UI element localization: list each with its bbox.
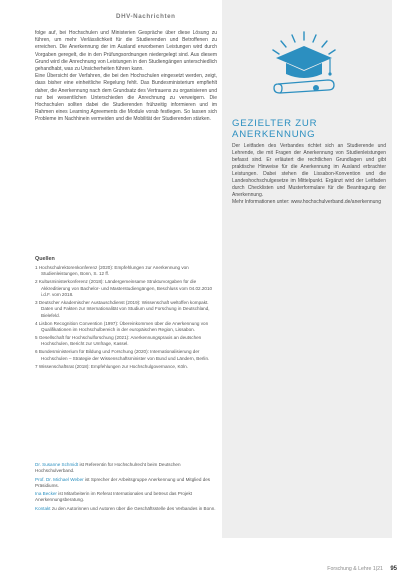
graduation-cap-diploma-icon [262, 28, 346, 100]
source-item: 5 Gesellschaft für Hochschulforschung (2021): Anerkennungspraxis an deutschen Hochschulen, Bericht zur Umfrage, Kassel. [35, 335, 202, 347]
author-note-lead: Dr. Susanne Schmidt [35, 462, 79, 467]
author-note [35, 506, 217, 512]
author-note [35, 477, 217, 490]
author-note-lead: Ina Becker [35, 491, 57, 497]
source-item: 2 Kultusministerkonferenz (2018): Ländergemeinsame Strukturvorgaben für die Akkreditierung von Bachelor- und Masterstudiengängen, Beschluss vom 04.02.2010 i.d.F. vom 2018. [35, 279, 213, 298]
author-note-text: ist Mitarbeiterin im Referat Internationales und betreut das Projekt Anerkennungsberatung. [35, 491, 193, 503]
journal-name: Forschung & Lehre 1|21 [327, 566, 383, 572]
sidebar-paragraph: Der Leitfaden des Verbandes richtet sich an Studierende und Lehrende, die mit Fragen der Anerkennung von Studienleistungen befasst sind. Er erläutert die rechtlichen Grundlagen und gibt praktische Hinweise für die Anerkennung im Ausland erbrachter Leistungen. Dabei stehen die Lissabon-Konvention und die Landeshochschulgesetze im Mittelpunkt. Ergänzt wird der Leitfaden durch Checklisten und Musterformulare für die Beantragung der Anerkennung. [232, 143, 386, 198]
author-note-text: ist Sprecher der Arbeitsgruppe Anerkennung und Mitglied des Präsidiums. [35, 476, 211, 488]
source-item: 3 Deutscher Akademischer Austauschdienst (2019): Wissenschaft weltoffen kompakt. Daten und Fakten zur Internationalität von Studium und Forschung in Deutschland, Bielefeld. [35, 300, 210, 318]
author-note-text: zu den Autorinnen und Autoren über die Geschäftsstelle des Verbandes in Bonn. [51, 505, 216, 511]
author-note-text: ist Referentin für Hochschulrecht beim Deutschen Hochschulverband. [35, 462, 181, 474]
article-paragraph: folge auf, bei Hochschulen und Ministerien Gespräche über diese Lösung zu führen, um mehr Verlässlichkeit für die Studierenden und Betroffenen zu erreichen. Die Anerkennung der im Ausland erworbenen Leistungen wird durch Vorgaben geregelt, die in den Prüfungsordnungen niedergelegt sind. Aus diesem Grund wird die Anrechnung von Leistungen in den Studiengängen unterschiedlich gehandhabt, was zu Unsicherheiten führen kann. [35, 30, 217, 73]
article-paragraph: Eine Übersicht der Verfahren, die bei den Hochschulen eingesetzt werden, zeigt, dass bisher eine einheitliche Regelung fehlt. Das Bundesministerium empfiehlt daher, die Anerkennung nach dem Grundsatz des Vertrauens zu organisieren und nur bei wesentlichen Unterschieden die Anrechnung zu verweigern. Die Hochschulen sollten dabei die Studierenden frühzeitig informieren und im Rahmen eines Learning Agreements die Module vorab festlegen. So lassen sich Probleme im Nachhinein vermeiden und die Mobilität der Studierenden stärken. [35, 73, 217, 123]
author-note [35, 491, 217, 504]
author-note-lead: Prof. Dr. Michael Weber [35, 476, 84, 482]
source-item: 7 Wissenschaftsrat (2018): Empfehlungen zur Hochschulgovernance, Köln. [35, 363, 188, 369]
source-item: 4 Lisbon Recognition Convention (1997): Übereinkommen über die Anerkennung von Qualifikationen im Hochschulbereich in der europäischen Region, Lissabon. [35, 320, 209, 333]
sidebar-link-text: Mehr Informationen unter: www.hochschulverband.de/anerkennung [232, 199, 381, 205]
sources-list [35, 256, 217, 372]
author-notes [35, 462, 217, 514]
source-item: 1 Hochschulrektorenkonferenz (2020): Empfehlungen zur Anerkennung von Studienleistungen, Bonn, S. 12 ff. [35, 265, 189, 277]
source-item: 6 Bundesministerium für Bildung und Forschung (2020): Internationalisierung der Hochschulen – Strategie der Wissenschaftsminister von Bund und Ländern, Berlin. [35, 349, 210, 361]
page-number: 95 [390, 566, 397, 572]
sidebar-title: GEZIELTER ZUR ANERKENNUNG [232, 118, 318, 140]
author-note [35, 462, 217, 475]
main-article-text [35, 30, 217, 124]
page-footer [327, 566, 397, 572]
author-note-lead: Kontakt [35, 505, 51, 511]
section-label: DHV-Nachrichten [116, 13, 176, 20]
info-sidebar [222, 0, 392, 538]
sidebar-text [232, 143, 386, 206]
sources-heading: Quellen [35, 256, 55, 262]
